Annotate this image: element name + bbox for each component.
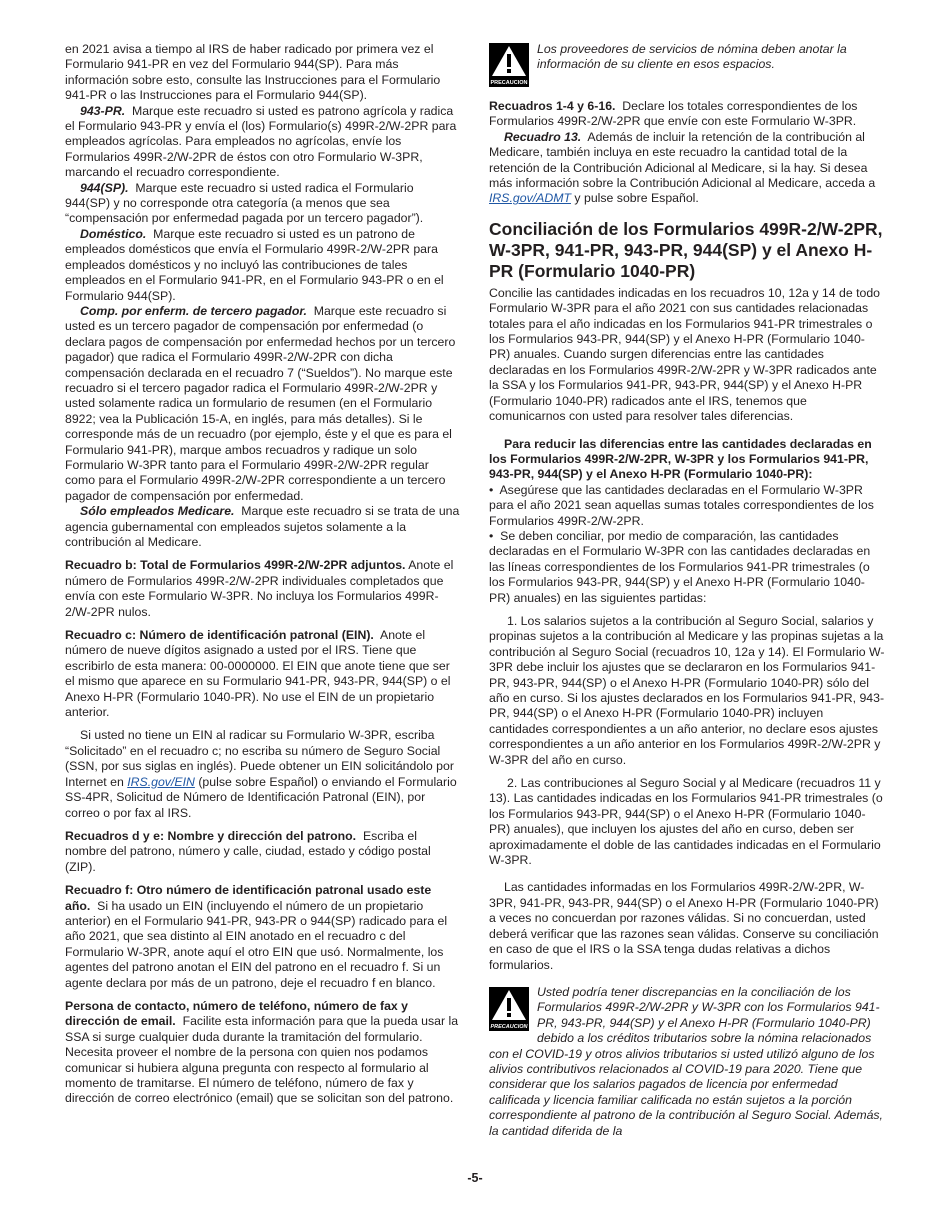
right-column: [489, 42, 885, 1139]
paragraph-tercero-pagador: Comp. por enferm. de tercero pagador. Marque este recuadro si usted es un tercero pagador de compensación por enfermedad (o declara pagos de compensación por enfermedad hechos por un tercero pagador) que radica el Formulario 499R-2/W-2PR con dicha compensación declarada en el recuadro 7 (“Sueldos”). No marque este recuadro si el tercero pagador radica el Formulario 499R-2/W-2PR y usted solamente radica un formulario de resumen (en el Formulario 8922; vea la Publicación 15-A, en inglés, para más detalles). Si le corresponde más de un recuadro (por ejemplo, éste y el que es para el Formulario 941-PR), marque ambos recuadros y radique un solo Formulario W-3PR tanto para el Formulario 499R-2/W-2PR regular como para el Formulario 499R-2/W-2PR correspondiente a un tercero pagador de compensación por enfermedad.: [65, 303, 456, 503]
paragraph-recuadro-c-ein: Si usted no tiene un EIN al radicar su Formulario W-3PR, escriba “Solicitado” en el recuadro c; no escriba su número de Seguro Social (SSN, por sus siglas en inglés). Puede obtener un EIN solicitándolo por Internet en IRS.gov/EIN (pulse sobre Español) o enviando el Formulario SS-4PR, Solicitud de Número de Identificación Patronal (EIN), por correo o por fax al IRS.: [65, 728, 457, 820]
caution-text-payroll: Los proveedores de servicios de nómina deben anotar la información de su cliente en esos espacios.: [537, 42, 847, 72]
left-column: [65, 42, 461, 1107]
paragraph-943pr: 943-PR. Marque este recuadro si usted es patrono agrícola y radica el Formulario 943-PR y envía el (los) Formulario(s) 499R-2/W-2PR para empleados agrícolas. Para empleados no agrícolas, envíe los Formularios 499R-2/W-2PR de éstos con otro Formulario W-3PR, marcando el recuadro correspondiente.: [65, 103, 457, 180]
caution-box-covid: [489, 985, 885, 1139]
paragraph-razones-validas: Las cantidades informadas en los Formularios 499R-2/W-2PR, W-3PR, 941-PR, 943-PR, 944(SP) o el Anexo H-PR (Formulario 1040-PR) a veces no concuerdan por razones válidas. Si no concuerdan, usted deberá verificar que las razones sean válidas. Conserve su conciliación en caso de que el IRS o la SSA tenga dudas relativas a dichos formularios.: [489, 880, 879, 972]
paragraph-944sp: 944(SP). Marque este recuadro si usted radica el Formulario 944(SP) y no corresponde otra categoría (a menos que sea “compensación por enfermedad pagada por un tercero pagador”).: [65, 180, 424, 226]
paragraph-recuadros-1-16: Recuadros 1-4 y 6-16. Declare los totales correspondientes de los Formularios 499R-2/W-2PR que envíe con este Formulario W-3PR.: [489, 99, 858, 129]
svg-text:PRECAUCION: PRECAUCION: [490, 80, 528, 86]
paragraph-intro: en 2021 avisa a tiempo al IRS de haber radicado por primera vez el Formulario 941-PR en vez del Formulario 944(SP). Para más información sobre esto, consulte las Instrucciones para el Formulario 941-PR o las Instrucciones para el Formulario 944(SP).: [65, 42, 441, 103]
caution-text-covid: Usted podría tener discrepancias en la conciliación de los Formularios 499R-2/W-2PR y W-3PR con los Formularios 941-PR, 943-PR, 944(SP) y el Anexo H-PR (Formulario 1040-PR) debido a los créditos tributarios sobre la nómina relacionados con el COVID-19 y otros alivios tributarios si usted utilizó alguno de los alivios contributivos relacionados al COVID-19 para 2020. Tiene que considerar que los salarios pagados de licencia por enfermedad calificada y licencia familiar calificada no están sujetos a la porción correspondiente al patrono de la contribución al Seguro Social. Además, la cantidad diferida de la: [489, 984, 883, 1138]
paragraph-solo-medicare: Sólo empleados Medicare. Marque este recuadro si se trata de una agencia gubernamental con empleados sujetos solamente a la contribución al Medicare.: [65, 504, 460, 549]
paragraph-recuadro-13: Recuadro 13. Además de incluir la retención de la contribución al Medicare, también incluya en este recuadro la cantidad total de la retención de la Contribución Adicional al Medicare, si la hay. Si desea más información sobre la Contribución Adicional al Medicare, acceda a IRS.gov/ADMT y pulse sobre Español.: [489, 129, 876, 206]
page-number: -5-: [467, 1171, 483, 1185]
bullet-item-2: • Se deben conciliar, por medio de comparación, las cantidades declaradas en el Formulario W-3PR con las cantidades declaradas en las líneas correspondientes de los Formularios 941-PR trimestrales (o los Formularios 943-PR, 944(SP) y el Anexo H-PR (Formulario 1040-PR) anuales) en las siguientes partidas:: [489, 528, 871, 605]
caution-box-payroll: [489, 42, 885, 87]
paragraph-domestico: Doméstico. Marque este recuadro si usted es un patrono de empleados domésticos que envía el Formulario 499R-2/W-2PR para empleados domésticos y no incluyó las contribuciones de tales empleados en el Formulario 941-PR, en el Formulario 943-PR o en el Formulario 944(SP).: [65, 226, 444, 303]
caution-icon: [489, 43, 529, 87]
paragraph-recuadros-d-e: Recuadros d y e: Nombre y dirección del patrono. Escriba el nombre del patrono, número y calle, ciudad, estado y código postal (ZIP).: [65, 828, 431, 874]
numbered-item-2: 2. Las contribuciones al Seguro Social y al Medicare (recuadros 11 y 13). Las cantidades indicadas en los Formularios 941-PR trimestrales (o los Formularios 943-PR, 944(SP) o el Anexo H-PR (Formulario 1040-PR) anuales), que incluyen los ajustes del año en curso, deben ser aproximadamente el doble de las cantidades indicadas en el Formulario W-3PR.: [489, 776, 883, 868]
caution-icon: [489, 987, 529, 1031]
section-heading-conciliacion: Conciliación de los Formularios 499R-2/W-2PR, W-3PR, 941-PR, 943-PR, 944(SP) y el Anexo H-PR (Formulario 1040-PR): [489, 218, 883, 281]
paragraph-persona-contacto: Persona de contacto, número de teléfono, número de fax y dirección de email. Facilite esta información para que la pueda usar la SSA si surge cualquier duda durante la tramitación del formulario. Necesita proveer el nombre de la persona con quien nos podamos comunicar si hubiera alguna pregunta con respecto al formulario al momento de tramitarse. El número de teléfono, número de fax y dirección de correo electrónico (email) que se solicitan son del patrono.: [65, 998, 459, 1106]
paragraph-reducir-diferencias: Para reducir las diferencias entre las cantidades declaradas en los Formularios 499R-2/W-2PR, W-3PR y los Formularios 941-PR, 943-PR, 944(SP) y el Anexo H-PR (Formulario 1040-PR):: [489, 436, 872, 482]
irs-admt-link[interactable]: IRS.gov/ADMT: [489, 191, 571, 206]
paragraph-recuadro-c: Recuadro c: Número de identificación patronal (EIN). Anote el número de nueve dígitos asignado a usted por el IRS. Tiene que escribirlo de esta manera: 00-0000000. El EIN que anote tiene que ser el mismo que aparece en su Formulario 941-PR, 943-PR, 944(SP) o el Anexo H-PR (Formulario 1040-PR). No use el EIN de un propietario anterior.: [65, 628, 451, 720]
numbered-item-1: 1. Los salarios sujetos a la contribución al Seguro Social, salarios y propinas sujetos a la contribución al Medicare y las propinas sujetas a la contribución al Seguro Social (recuadros 10, 12a y 14). El Formulario W-3PR debe incluir los ajustes que se declararon en los Formularios 941-PR, 943-PR, 944(SP) o el Anexo H-PR (Formulario 1040-PR) sólo del año en curso. Si los ajustes declarados en los Formularios 941-PR, 943-PR, 944(SP) o el Anexo H-PR (Formulario 1040-PR) incluyen cantidades correspondientes a un año anterior, no declare esos ajustes correspondientes a un año anterior en los Formularios 499R-2/W-2PR y W-3PR del año en curso.: [489, 613, 885, 767]
paragraph-recuadro-f: Recuadro f: Otro número de identificación patronal usado este año. Si ha usado un EIN (incluyendo el número de un propietario anterior) en el Formulario 941-PR, 943-PR o 944(SP) radicado para el año 2021, que sea distinto al EIN anotado en el recuadro c del Formulario W-3PR, anote aquí el otro EIN que usó. Normalmente, los agentes del patrono anotan el EIN del patrono en el recuadro f. Si un agente declara por más de un patrono, deje el recuadro f en blanco.: [65, 883, 448, 990]
irs-ein-link[interactable]: IRS.gov/EIN: [127, 774, 195, 789]
svg-text:PRECAUCION: PRECAUCION: [490, 1023, 528, 1030]
paragraph-recuadro-b: Recuadro b: Total de Formularios 499R-2/W-2PR adjuntos. Anote el número de Formularios 499R-2/W-2PR individuales completados que envía con este Formulario W-3PR. No incluya los Formularios 499R-2/W-2PR nulos.: [65, 558, 454, 619]
bullet-item-1: • Asegúrese que las cantidades declaradas en el Formulario W-3PR para el año 2021 sean aquellas sumas totales correspondientes de los Formularios 499R-2/W-2PR.: [489, 482, 874, 528]
paragraph-concilie: Concilie las cantidades indicadas en los recuadros 10, 12a y 14 de todo Formulario W-3PR para el año 2021 con sus cantidades relacionadas totales para el año indicadas en los Formularios 941-PR trimestrales o los Formularios 943-PR, 944(SP) y el Anexo H-PR (Formulario 1040-PR) anuales. Cuando surgen diferencias entre las cantidades declaradas en los Formularios 499R-2/W-2PR y W-3PR radicados ante la SSA y los Formularios 941-PR, 943-PR, 944(SP) y el Anexo H-PR (Formulario 1040-PR) radicados ante el IRS, tenemos que comunicarnos con usted para resolver tales diferencias.: [489, 285, 881, 424]
